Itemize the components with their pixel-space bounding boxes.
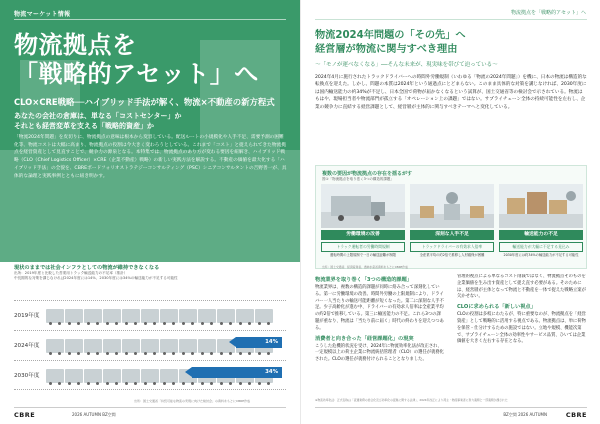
truck-row — [46, 307, 284, 325]
worker-image — [410, 184, 494, 228]
section-text: こうした危機的状況を受け、2024年に物流効率化法が改正され、一定規模以上の荷主企業に物流統括管理者（CLO）の選任が義務化された。CLOの選任が義務付けられることとなりました。 — [315, 343, 444, 363]
issue-panel — [410, 184, 494, 266]
right-page — [300, 0, 600, 424]
running-header: 物流拠点を「戦略的アセット」へ — [511, 10, 586, 16]
truck-icon — [103, 369, 121, 383]
card-title: 複数の要因が物流拠点の存在を揺るがす — [322, 171, 413, 177]
truck-icon — [103, 309, 121, 323]
truck-icon — [84, 309, 102, 323]
header-divider — [315, 19, 587, 20]
page-title — [14, 31, 259, 89]
footnote: ※物流効率化法：正式名称は「流通業務の総合化及び効率化の促進に関する法律」、2024年改正により荷主・物流事業者に努力義務と一部義務が課された — [315, 398, 508, 402]
article-subtitle: 〜「モノが運べなくなる」──そんな未来が、現実味を帯びて迫っている〜 — [315, 62, 498, 68]
truck-icon — [141, 339, 159, 353]
truck-icon — [160, 309, 178, 323]
figure-rows — [14, 300, 286, 390]
section-heading: 消費者と向き合った「経営課題化」の現実 — [315, 335, 414, 342]
card-source: 出所：国土交通省、経済産業省、農林水産省資料をもとにCBRE作成 — [322, 265, 408, 269]
footer-brand-logo: CBRE — [565, 411, 587, 419]
truck-icon — [84, 369, 102, 383]
structural-issues-card — [315, 165, 587, 269]
column-right — [457, 274, 587, 404]
truck-icon — [160, 369, 178, 383]
panel-desc: 輸送能力が大幅に不足する見込み — [499, 242, 583, 252]
issue-panel — [321, 184, 405, 266]
truck-icon — [65, 369, 83, 383]
row-year: 2024年度 — [14, 343, 40, 349]
truck-icon — [46, 309, 64, 323]
figure-row-2019 — [14, 300, 286, 330]
row-year: 2030年度 — [14, 373, 40, 379]
shortage-arrow: 34% — [192, 367, 282, 378]
row-year: 2019年度 — [14, 313, 40, 319]
truck-icon — [236, 309, 254, 323]
truck-driver-image — [321, 184, 405, 228]
section-text: 物流業界は、複数の構造的課題が同時に絡み合って深刻化している。第一に労働環境の改善。時間外労働の上限規制により、ドライバー一人当たりの輸送可能距離が短くなった。第二に深刻な人手不足。少子高齢化が進む中、ドライバーの有効求人倍率は全産業平均の約2倍で推移している。第三に輸送能力の不足。これら3つの課題が重なり、物流は「当たり前に届く」時代の終わりを迎えつつある。 — [315, 285, 444, 331]
panel-impact: 2030年度には約34%の輸送能力が不足する可能性 — [503, 253, 579, 257]
panel-head: 深刻な人手不足 — [410, 230, 494, 240]
panel-desc: トラックドライバーの有効求人倍率 — [410, 242, 494, 252]
truck-icon — [122, 339, 140, 353]
truck-icon — [46, 369, 64, 383]
page-subtitle: CLO×CRE戦略──ハイブリッド手法が解く、物流×不動産の新方程式 — [14, 97, 275, 107]
tag-divider — [14, 19, 286, 20]
section-heading: CLOに求められる「新しい視点」 — [457, 304, 536, 311]
panel-head: 労働環境の改善 — [321, 230, 405, 240]
truck-icon — [217, 309, 235, 323]
section-text: 管理的視点による単なるコスト削減ではなく、物流拠点そのものを企業価値を生み出す資産として捉え直す必要がある。そのためには、経営層が主体となって物流と不動産を一体で捉えた戦略立案が欠かせない。 — [457, 274, 586, 300]
section-tag: 物流マーケット情報 — [14, 11, 71, 18]
panel-desc: トラック運転者の労働時間規制 — [321, 242, 405, 252]
title-line-1: 物流拠点を — [14, 31, 137, 59]
truck-icon — [255, 309, 273, 323]
article-lead: 2024年4月に施行されたトラックドライバーへの時間外労働規制（いわゆる「物流の2024年問題」）を機に、日本の物流は構造的な転換点を迎えた。しかし、問題の本質は2024年という通過点にとどまらない。このまま具体的な対策を講じなければ、2030年度には国内輸送能力の約34%が不足し、日本全国で荷物が届かなくなるという試算が、国土交通省等の検討会で示されている。物流はもはや、現場担当者や物流部門が孤立する「オペレーション上の課題」ではない。サプライチェーン全体の持続可能性を左右し、企業の競争力に直結する経営課題として、経営層が主体的に関与すべきテーマへと変化している。 — [315, 75, 587, 110]
truck-icon — [160, 339, 178, 353]
truck-icon — [141, 309, 159, 323]
truck-icon — [65, 339, 83, 353]
panel-head: 輸送能力の不足 — [499, 230, 583, 240]
truck-icon — [141, 369, 159, 383]
issue-panel — [499, 184, 583, 266]
card-note: 図①「物流拠点を取り巻く3つの構造的課題」 — [322, 177, 394, 181]
truck-icon — [198, 339, 216, 353]
truck-icon — [122, 309, 140, 323]
figure-note-2: 中長期的な対策を講じなければ2024年度には14%、2030年度には34%の輸送能力が不足する可能性 — [14, 276, 178, 280]
truck-icon — [46, 339, 64, 353]
truck-icon — [84, 339, 102, 353]
footer-brand-logo: CBRE — [14, 411, 36, 419]
figure-row-2024 — [14, 330, 286, 360]
figure-note-1: 出所：2019年度と比較した営業用トラック輸送能力の不足率（推計） — [14, 271, 128, 275]
article-title — [315, 29, 466, 56]
lead-line-2: それとも経営変革を支える「戦略的資産」か — [14, 122, 154, 130]
truck-icon — [65, 309, 83, 323]
left-footer — [14, 407, 286, 419]
title-line-1: 物流2024年問題の「その先」へ — [315, 30, 466, 41]
right-footer — [315, 407, 587, 419]
truck-icon — [179, 309, 197, 323]
title-line-2: 「戦略的アセット」へ — [14, 60, 259, 88]
truck-icon — [103, 339, 121, 353]
panel-impact: 運転時間の上限規制で一日の輸送距離が制限 — [330, 253, 396, 257]
intro-body: 「物流2024年問題」を皮切りに、物流拠点の意味は根本から変容している。配送ルートの小規模化や人手不足、需要予測の困難化等、物流コストは大幅に高まり、物流拠点の役割は今大きく変わろうとしている。これまで「コスト」と捉えられてきた物流拠点を経営資産として見直すことで、競争力の源泉となる。本特集では、物流拠点のあり方が変わる要因を紐解き、ハイブリッド戦略（CLO（Chief Logistics Officer）×CRE（企業不動産）戦略）の新しい実践方法を解説する。不動産の価値を最大化する「ハイブリッド手法」の全貌を、CBREボードフォリオストラテジーコンサルティング（PSC）シニアコンサルタントの吉野善一が、具体的な論理と実践事例とともに紐き明かす。 — [14, 135, 287, 179]
truck-icon — [198, 309, 216, 323]
shortage-arrow: 14% — [236, 337, 282, 348]
lead-text — [14, 111, 286, 131]
figure-source: 出所：国土交通省「持続可能な物流の実現に向けた検討会」の資料をもとにCBRE作成 — [134, 399, 251, 403]
truck-icon — [122, 369, 140, 383]
figure-title: 現状のままでは社会インフラとしての物流が維持できなくなる — [14, 265, 160, 271]
section-text: CLOの役割は多岐にわたるが、特に重要なのが、物流拠点を「経営資産」として戦略的に活用する視点である。物流拠点は、単に荷物を保管・仕分けするための施設ではない。立地や規模、機能次第で、サプライチェーン全体の効率性やサービス品質、ひいては企業価値を大きく左右する存在となる。 — [457, 312, 586, 345]
figure-row-2030 — [14, 360, 286, 390]
hero-panel — [0, 0, 300, 262]
footer-magazine: BZ空間 2026 AUTUMN — [503, 412, 547, 417]
transport-shortage-figure — [14, 264, 286, 404]
column-left — [315, 274, 445, 404]
cargo-image — [499, 184, 583, 228]
title-line-2: 経営層が物流に関与すべき理由 — [315, 43, 458, 55]
panel-impact: 全産業平均の約2倍で推移し人材確保が困難 — [419, 253, 485, 257]
truck-icon — [179, 339, 197, 353]
lead-line-1: あなたの会社の倉庫は、単なる「コストセンター」か — [14, 112, 182, 120]
section-heading: 物流業界を取り巻く「3つの構造的課題」 — [315, 277, 412, 283]
footer-magazine: 2026 AUTUMN BZ空間 — [72, 412, 116, 417]
